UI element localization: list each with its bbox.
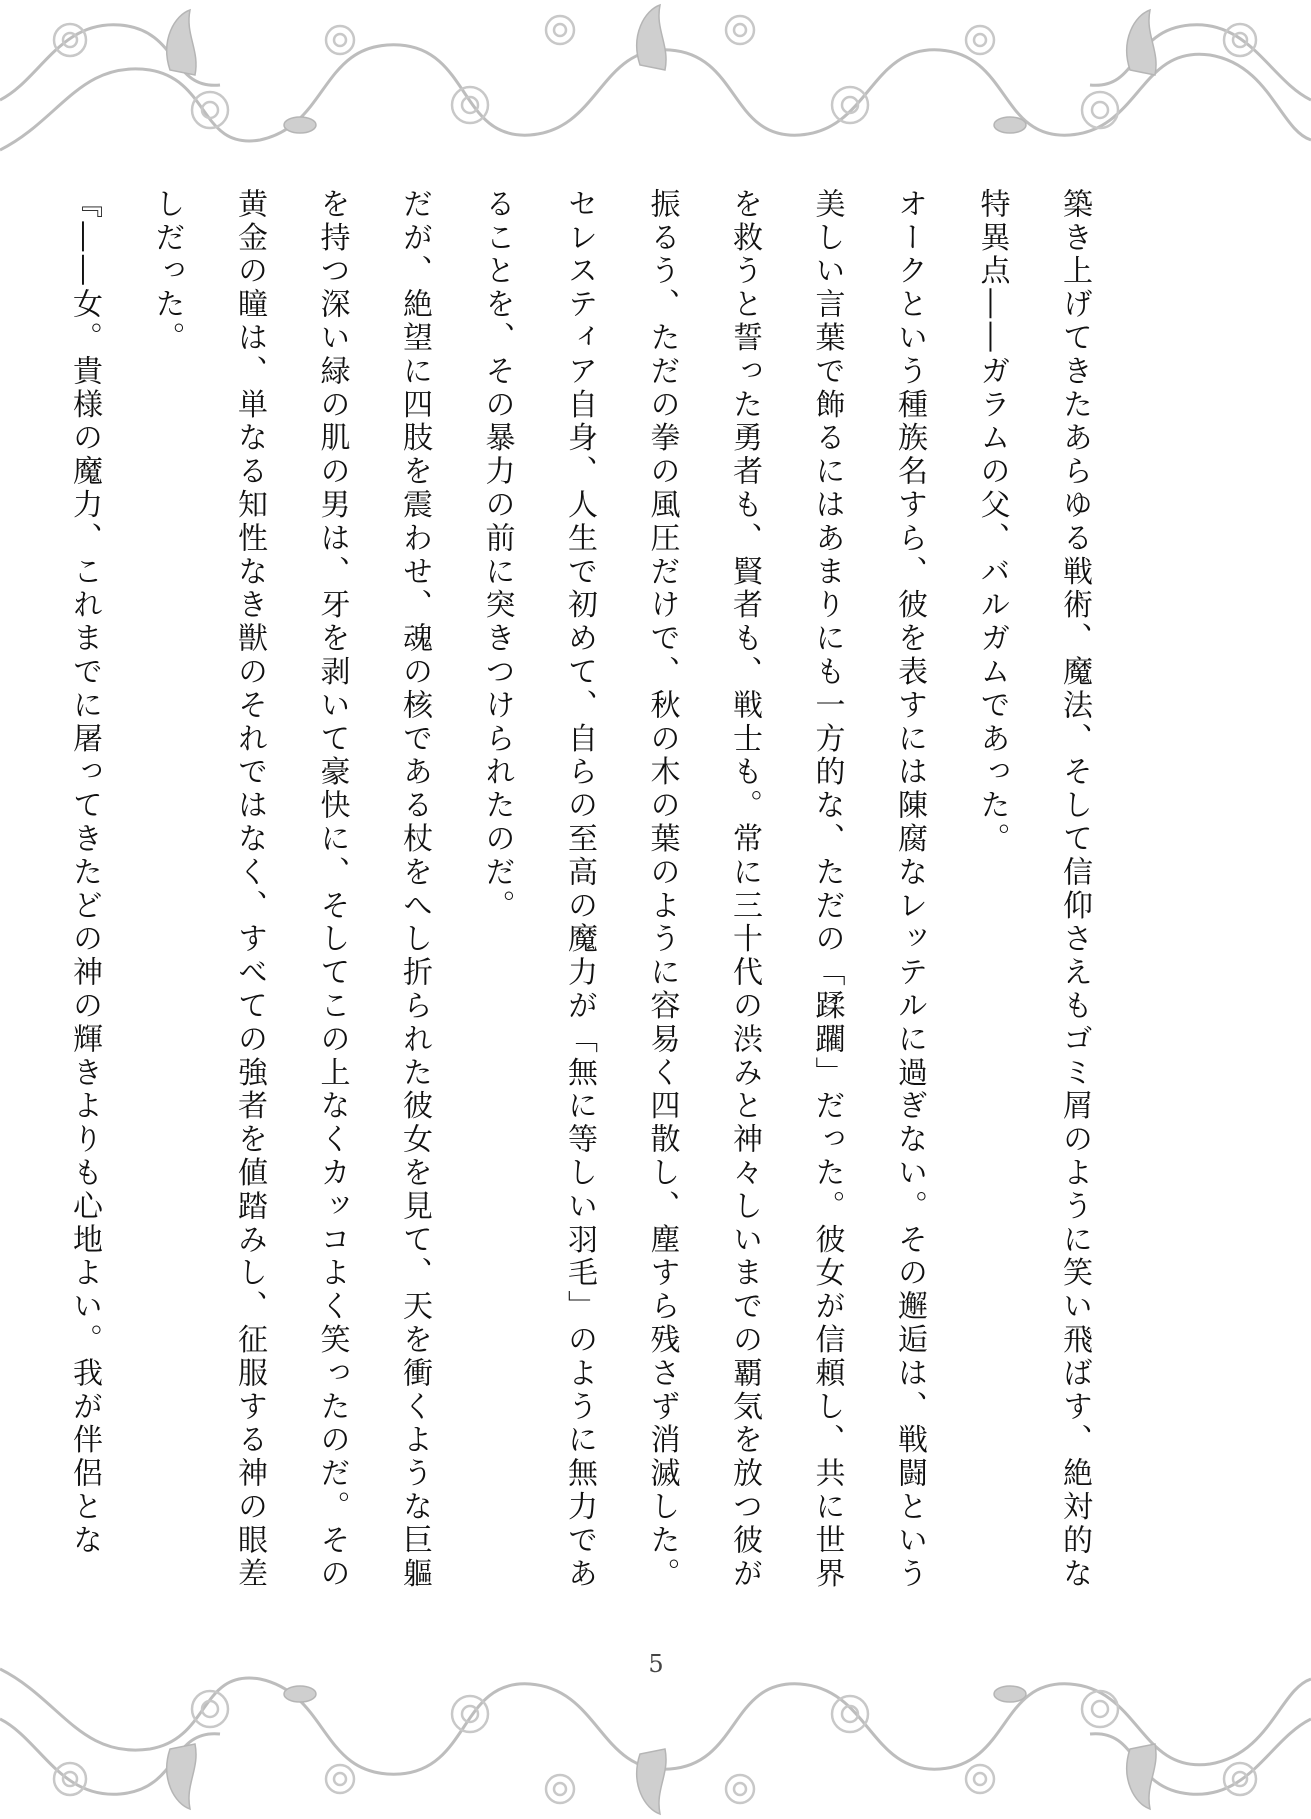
page-number: 5 xyxy=(643,1650,669,1678)
paragraph: だが、絶望に四肢を震わせ、魂の核である杖をへし折られた彼女を見て、天を衝くような巨軀を持つ深い緑の肌の男は、牙を剥いて豪快に、そしてこの上なくカッコよく笑ったのだ。その黄金の瞳は、単なる知性なき獣のそれではなく、すべての強者を値踏みし、征服する神の眼差しだった。 xyxy=(149,188,432,1591)
paragraph: 『――女。貴様の魔力、これまでに屠ってきたどの神の輝きよりも心地よい。我が伴侶とな xyxy=(67,188,102,1558)
paragraph: オークという種族名すら、彼を表すには陳腐なレッテルに過ぎない。その邂逅は、戦闘という美しい言葉で飾るにはあまりにも一方的な、ただの「蹂躙」だった。彼女が信頼し、共に世界を救うと誓った勇者も、賢者も、戦士も。常に三十代の渋みと神々しいまでの覇気を放つ彼が振るう、ただの拳の風圧だけで、秋の木の葉のように容易く四散し、塵すら残さず消滅した。セレスティア自身、人生で初めて、自らの至高の魔力が「無に等しい羽毛」のように無力であることを、その暴力の前に突きつけられたのだ。 xyxy=(479,188,927,1591)
floral-scroll-icon xyxy=(0,0,1311,175)
vertical-text-body xyxy=(67,188,1115,1618)
top-ornament-border xyxy=(0,0,1311,175)
paragraph: 築き上げてきたあらゆる戦術、魔法、そして信仰さえもゴミ屑のように笑い飛ばす、絶対的な特異点――ガラムの父、バルガムであった。 xyxy=(974,188,1092,1591)
